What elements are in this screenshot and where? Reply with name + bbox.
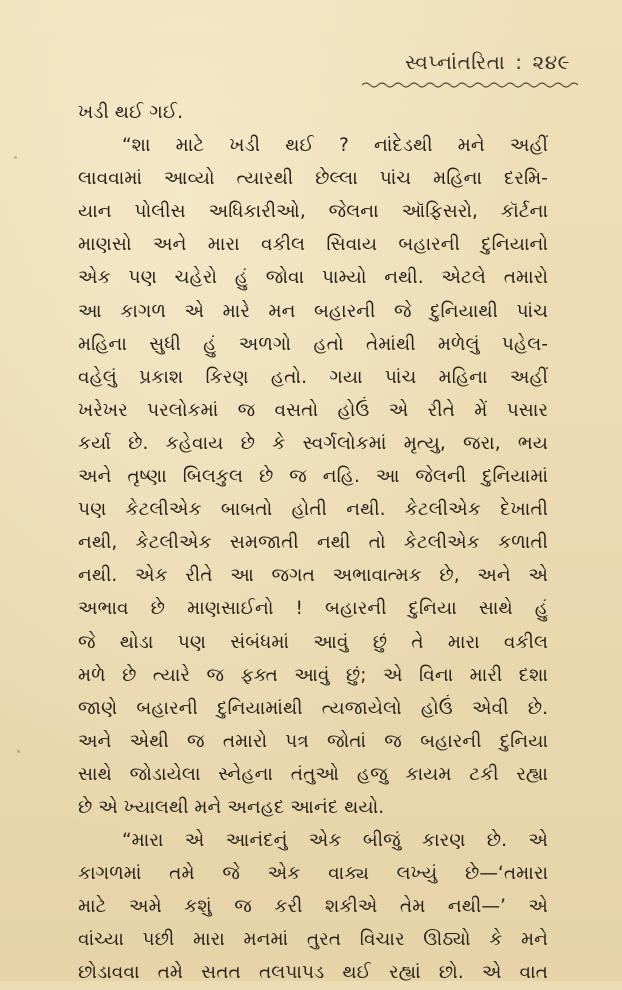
text-line: જે થોડા પણ સંબંધમાં આવું છું તે મારા વકીલ — [78, 631, 548, 653]
body-text — [78, 96, 548, 990]
text-line: સાથે જોડાયેલા સ્નેહના તંતુઓ હજુ કાયમ ટકી રહ્યા — [78, 763, 548, 785]
text-line: નથી. એક રીતે આ જગત અભાવાત્મક છે, અને એ — [78, 565, 548, 587]
text-line: છે એ ખ્યાલથી મને અનહદ આનંદ થયો. — [78, 796, 385, 818]
text-line: “શા માટે ખડી થઈ ? નાંદેડથી મને અહીં — [122, 135, 548, 157]
text-line: માટે અમે કશું જ કરી શકીએ તેમ નથી—’ એ — [78, 896, 548, 918]
text-line: અભાવ છે માણસાઈનો ! બહારની દુનિયા સાથે હું — [78, 598, 548, 620]
paper-speck — [17, 750, 20, 753]
page-number: ૨૪૯ — [532, 50, 570, 74]
text-line: જાણે બહારની દુનિયામાંથી ત્યજાયેલો હોઉં એવી છે. — [78, 697, 548, 719]
text-line: છોડાવવા તમે સતત તલપાપડ થઈ રહ્યાં છો. એ વાત — [78, 962, 548, 984]
running-header — [405, 50, 570, 74]
text-line: કર્યા છે. કહેવાય છે કે સ્વર્ગલોકમાં મૃત્યુ, જરા, ભય — [78, 432, 548, 454]
text-line: “મારા એ આનંદનું એક બીજું કારણ છે. એ — [122, 830, 548, 852]
text-line: નથી, કેટલીએક સમજાતી નથી તો કેટલીએક કળાતી — [78, 532, 548, 554]
text-line: માણસો અને મારા વકીલ સિવાય બહારની દુનિયાનો — [78, 234, 548, 256]
text-line: ખડી થઈ ગઈ. — [78, 102, 184, 123]
text-line: અને તૃષ્ણા બિલકુલ છે જ નહિ. આ જેલની દુનિયામાં — [78, 466, 548, 488]
text-line: કાગળમાં તમે જે એક વાક્ય લખ્યું છે—‘તમારા — [78, 863, 548, 885]
text-line: ખરેખર પરલોકમાં જ વસતો હોઉં એ રીતે મેં પસાર — [78, 399, 548, 421]
text-line: એક પણ ચહેરો હું જોવા પામ્યો નથી. એટલે તમારો — [78, 267, 548, 289]
text-line: મહિના સુધી હું અળગો હતો તેમાંથી મળેલું પહેલ- — [78, 333, 548, 355]
header-title: સ્વપ્નાંતરિતા — [404, 50, 506, 74]
text-line: યાન પોલીસ અધિકારીઓ, જેલના ઑફિસરો, કૉર્ટના — [78, 201, 548, 223]
text-line: આ કાગળ એ મારે મન બહારની જે દુનિયાથી પાંચ — [78, 300, 548, 322]
text-line: પણ કેટલીએક બાબતો હોતી નથી. કેટલીએક દેખાતી — [78, 499, 548, 521]
text-line: મળે છે ત્યારે જ ફક્ત આવું છું; એ વિના મારી દશા — [78, 664, 548, 686]
text-line: વહેલું પ્રકાશ કિરણ હતો. ગયા પાંચ મહિના અહીં — [78, 366, 548, 388]
paper-speck — [14, 156, 17, 159]
text-line: લાવવામાં આવ્યો ત્યારથી છેલ્લા પાંચ મહિના દરમિ- — [78, 168, 548, 190]
header-separator: : — [515, 50, 523, 74]
header-wavy-rule — [362, 80, 578, 90]
text-line: અને એથી જ તમારો પત્ર જોતાં જ બહારની દુનિયા — [78, 730, 548, 752]
text-line: વાંચ્યા પછી મારા મનમાં તુરત વિચાર ઊઠ્યો કે મને — [78, 929, 548, 951]
